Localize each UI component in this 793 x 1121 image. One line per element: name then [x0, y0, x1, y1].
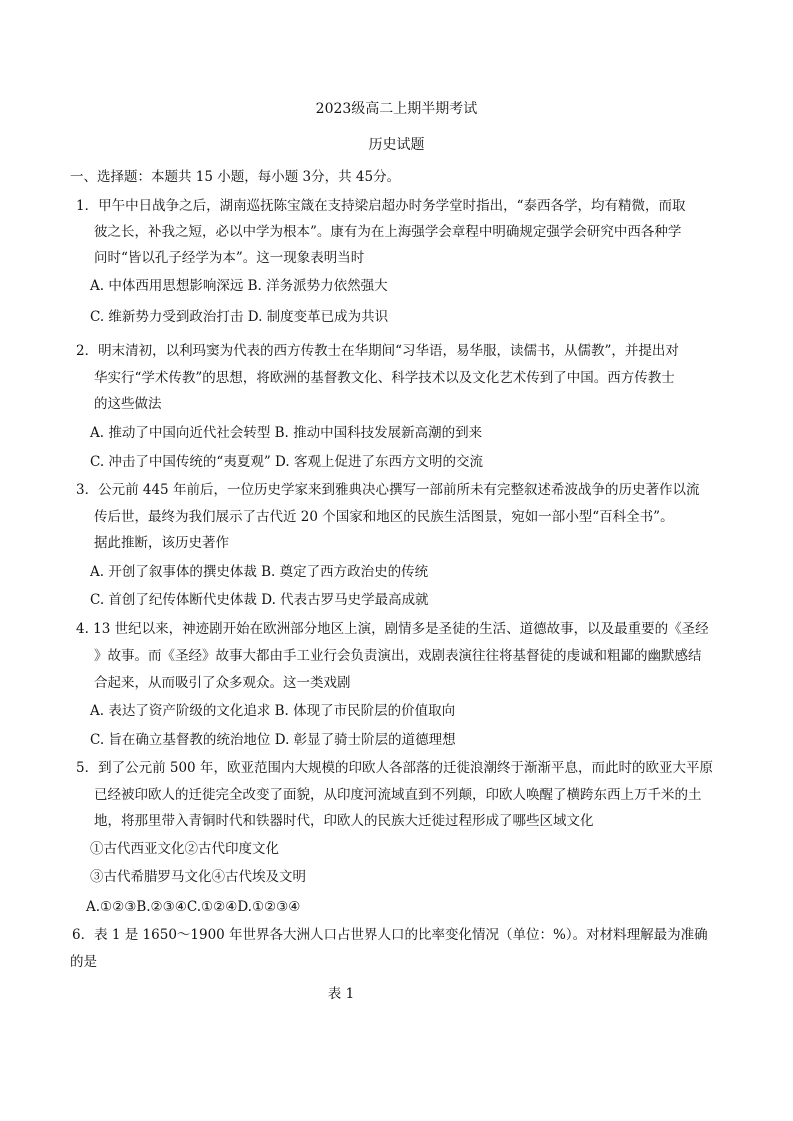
- question-5-item-line-2: ③古代希腊罗马文化④古代埃及文明: [90, 869, 306, 885]
- question-3-stem-line-2: 传后世，最终为我们展示了古代近 20 个国家和地区的民族生活图景，宛如一部小型“百科全书”。: [94, 509, 674, 525]
- question-2-stem-line-3: 的这些做法: [94, 396, 162, 412]
- question-2-options-cd: C. 冲击了中国传统的“夷夏观” D. 客观上促进了东西方文明的交流: [90, 454, 483, 470]
- page-title: 2023级高二上期半期考试: [315, 101, 478, 117]
- question-5-stem-line-2: 已经被印欧人的迁徙完全改变了面貌，从印度河流域直到不列颠，印欧人唤醒了横跨东西上万千米的土: [94, 787, 702, 803]
- question-4-stem-line-2: 》故事。而《圣经》故事大都由手工业行会负责演出，戏剧表演往往将基督徒的虔诚和粗鄙的幽默感结: [94, 648, 702, 664]
- question-1-stem-line-2: 彼之长，补我之短，必以中学为根本”。康有为在上海强学会章程中明确规定强学会研究中西各种学: [94, 224, 682, 240]
- question-6-stem-line-2: 的是: [70, 954, 97, 970]
- question-6-stem-line-1: 6．表 1 是 1650～1900 年世界各大洲人口占世界人口的比率变化情况（单位：%）。对材料理解最为准确: [72, 927, 708, 943]
- question-5-stem-line-3: 地，将那里带入青铜时代和铁器时代，印欧人的民族大迁徙过程形成了哪些区域文化: [94, 813, 594, 829]
- question-5-stem-line-1: 5．到了公元前 500 年，欧亚范围内大规模的印欧人各部落的迁徙浪潮终于渐渐平息，而此时的欧亚大平原: [76, 760, 713, 776]
- question-3-options-cd: C. 首创了纪传体断代史体裁 D. 代表古罗马史学最高成就: [90, 592, 429, 608]
- question-5-item-line-1: ①古代西亚文化②古代印度文化: [90, 841, 279, 857]
- question-1-options-ab: A. 中体西用思想影响深远 B. 洋务派势力依然强大: [90, 278, 388, 294]
- question-3-stem-line-3: 据此推断，该历史著作: [94, 535, 229, 551]
- question-1-stem-line-3: 问时“皆以孔子经学为本”。这一现象表明当时: [94, 250, 365, 266]
- question-3-stem-line-1: 3．公元前 445 年前后，一位历史学家来到雅典决心撰写一部前所未有完整叙述希波战争的历史著作以流: [76, 482, 700, 498]
- question-2-stem-line-2: 华实行“学术传教”的思想，将欧洲的基督教文化、科学技术以及文化艺术传到了中国。西方传教士: [94, 370, 675, 386]
- question-4-options-ab: A. 表达了资产阶级的文化追求 B. 体现了市民阶层的价值取向: [90, 703, 456, 719]
- question-4-stem-line-1: 4. 13 世纪以来，神迹剧开始在欧洲部分地区上演，剧情多是圣徒的生活、道德故事，以及最重要的《圣经: [76, 621, 709, 637]
- question-3-options-ab: A. 开创了叙事体的撰史体裁 B. 奠定了西方政治史的传统: [90, 564, 429, 580]
- question-1-stem-line-1: 1．甲午中日战争之后，湖南巡抚陈宝箴在支持梁启超办时务学堂时指出，“泰西各学，均有精微，而取: [76, 198, 686, 214]
- question-4-options-cd: C. 旨在确立基督教的统治地位 D. 彰显了骑士阶层的道德理想: [90, 732, 456, 748]
- page-subtitle: 历史试题: [368, 137, 425, 153]
- question-2-options-ab: A. 推动了中国向近代社会转型 B. 推动中国科技发展新高潮的到来: [90, 425, 483, 441]
- question-2-stem-line-1: 2．明末清初，以利玛窦为代表的西方传教士在华期间“习华语，易华服，读儒书，从儒教”，并提出对: [76, 343, 679, 359]
- question-4-stem-line-3: 合起来，从而吸引了众多观众。这一类戏剧: [94, 675, 351, 691]
- question-5-options: A.①②③B.②③④C.①②④D.①②③④: [86, 899, 301, 915]
- table-caption: 表 1: [327, 986, 355, 1002]
- question-1-options-cd: C. 维新势力受到政治打击 D. 制度变革已成为共识: [90, 309, 389, 325]
- section-heading: 一、选择题：本题共 15 小题，每小题 3分，共 45分。: [70, 169, 401, 185]
